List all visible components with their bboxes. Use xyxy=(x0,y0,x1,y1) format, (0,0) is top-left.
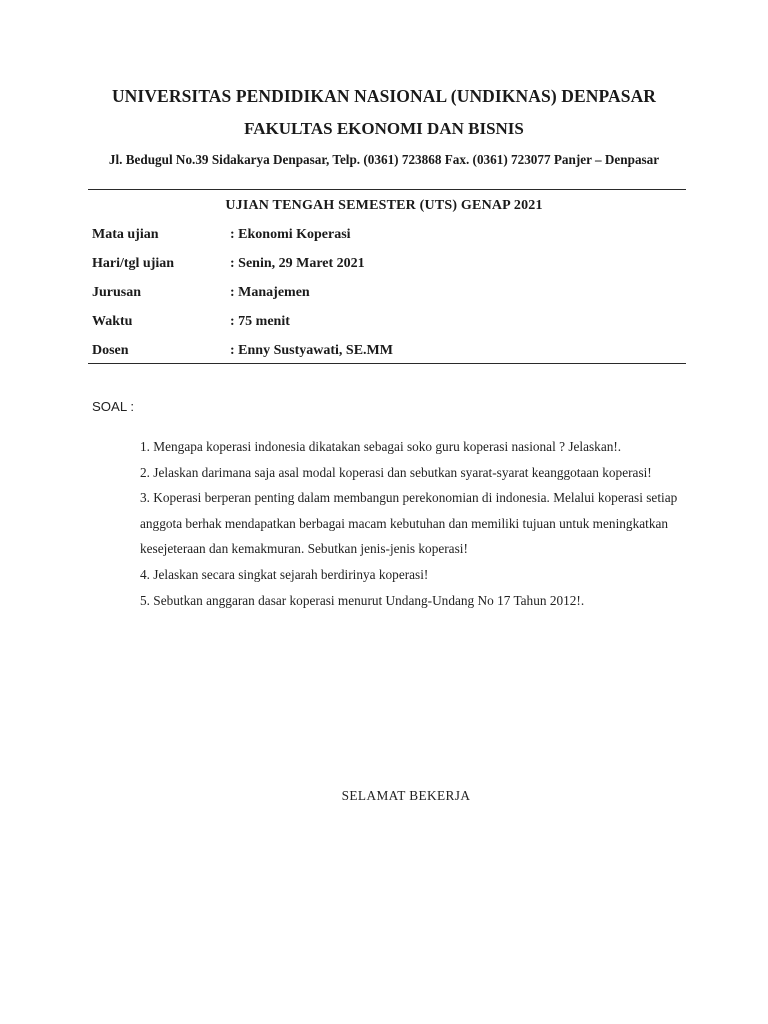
question-item-1: 1. Mengapa koperasi indonesia dikatakan sebagai soko guru koperasi nasional ? Jelaskan!. xyxy=(140,439,622,454)
institution-address: Jl. Bedugul No.39 Sidakarya Denpasar, Telp. (0361) 723868 Fax. (0361) 723077 Panjer – Denpasar xyxy=(108,152,660,167)
info-value: : Ekonomi Koperasi xyxy=(230,227,351,242)
info-value: : Enny Sustyawati, SE.MM xyxy=(230,343,393,358)
info-label: Jurusan xyxy=(92,285,142,300)
faculty-name: FAKULTAS EKONOMI DAN BISNIS xyxy=(244,119,524,138)
info-value: : 75 menit xyxy=(230,314,290,329)
info-row-major xyxy=(92,283,682,312)
info-row-duration xyxy=(92,312,682,341)
info-label: Dosen xyxy=(92,343,129,358)
info-row-subject xyxy=(92,225,682,254)
info-row-date xyxy=(92,254,682,283)
info-value: : Manajemen xyxy=(230,285,310,300)
university-name: UNIVERSITAS PENDIDIKAN NASIONAL (UNDIKNAS) DENPASAR xyxy=(111,86,657,106)
exam-info-table xyxy=(92,225,682,370)
question-item-2: 2. Jelaskan darimana saja asal modal koperasi dan sebutkan syarat-syarat keanggotaan koperasi! xyxy=(140,464,652,480)
question-item-5: 5. Sebutkan anggaran dasar koperasi menurut Undang-Undang No 17 Tahun 2012!. xyxy=(140,592,585,608)
question-list xyxy=(140,434,685,613)
info-row-lecturer xyxy=(92,341,682,370)
info-label: Mata ujian xyxy=(92,227,159,242)
exam-title: UJIAN TENGAH SEMESTER (UTS) GENAP 2021 xyxy=(225,198,543,213)
question-item-4: 4. Jelaskan secara singkat sejarah berdirinya koperasi! xyxy=(140,566,429,582)
closing-message: SELAMAT BEKERJA xyxy=(341,788,471,803)
question-item-3: 3. Koperasi berperan penting dalam membangun perekonomian di indonesia. Melalui koperasi setiap anggota berhak mendapatkan berbagai macam kebutuhan dan memiliki tujuan untuk meningkatkan kesejeteraan dan kemakmuran. Sebutkan jenis-jenis koperasi! xyxy=(140,490,678,557)
info-label: Hari/tgl ujian xyxy=(92,256,175,271)
header-divider-top xyxy=(88,189,686,190)
info-label: Waktu xyxy=(92,314,133,329)
info-value: : Senin, 29 Maret 2021 xyxy=(230,256,365,271)
questions-heading: SOAL : xyxy=(92,399,135,414)
header-divider-bottom xyxy=(88,363,686,364)
